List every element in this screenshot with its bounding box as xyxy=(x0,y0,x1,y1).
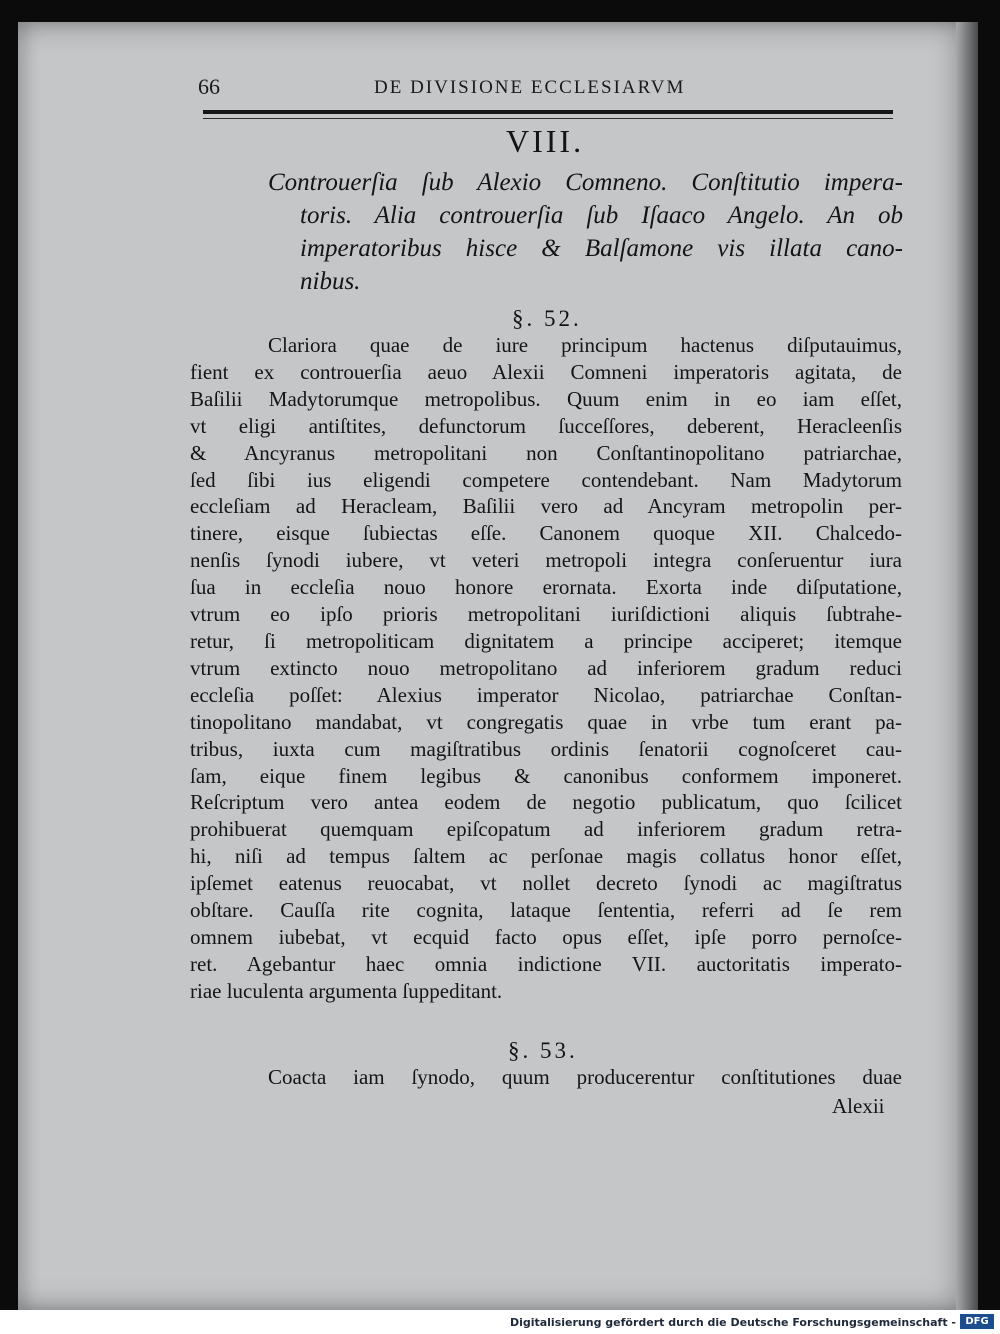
page-gutter-shadow xyxy=(956,22,978,1310)
section-body xyxy=(190,332,902,1005)
footer-credit: Digitalisierung gefördert durch die Deutsche Forschungsgemeinschaft - xyxy=(509,1316,956,1329)
text-line: & Ancyranus metropolitani non Conſtantinopolitano patriarchae, xyxy=(190,440,902,465)
section-number: §. 53. xyxy=(508,1038,578,1063)
text-line: vt eligi antiſtites, defunctorum ſucceſſores, deberent, Heracleenſis xyxy=(190,413,902,438)
text-line: ſam, eique finem legibus & canonibus conformem imponeret. xyxy=(190,763,902,788)
text-line: riae luculenta argumenta ſuppeditant. xyxy=(190,978,503,1003)
summary-line: toris. Alia controuerſia ſub Iſaaco Angelo. An ob xyxy=(300,202,903,229)
text-line: prohibuerat quemquam epiſcopatum ad inferiorem gradum retra- xyxy=(190,817,902,842)
summary-line: nibus. xyxy=(300,268,361,295)
footer-bar xyxy=(0,1310,1000,1334)
text-line: eccleſiam ad Heracleam, Baſilii vero ad Ancyram metropolin per- xyxy=(190,494,902,519)
chapter-summary xyxy=(268,166,903,298)
text-line: ipſemet eatenus reuocabat, vt nollet decreto ſynodi ac magiſtratus xyxy=(190,871,902,896)
section-body xyxy=(190,1064,902,1091)
text-line: Clariora quae de iure principum hactenus diſputauimus, xyxy=(268,333,902,357)
text-line: Reſcriptum vero antea eodem de negotio publicatum, quo ſcilicet xyxy=(190,790,902,815)
text-line: Coacta iam ſynodo, quum producerentur conſtitutiones duae xyxy=(268,1065,902,1089)
text-line: tribus, iuxta cum magiſtratibus ordinis ſenatorii cognoſceret cau- xyxy=(190,736,902,761)
dfg-logo: DFG xyxy=(960,1314,994,1329)
text-line: Baſilii Madytorumque metropolibus. Quum enim in eo iam eſſet, xyxy=(190,386,902,411)
text-line: tinopolitano mandabat, vt congregatis quae in vrbe tum erant pa- xyxy=(190,709,902,734)
text-line: fient ex controuerſia aeuo Alexii Comneni imperatoris agitata, de xyxy=(190,359,902,384)
text-line: obſtare. Cauſſa rite cognita, lataque ſententia, referri ad ſe rem xyxy=(190,898,902,923)
text-line: hi, niſi ad tempus ſaltem ac perſonae magis collatus honor eſſet, xyxy=(190,844,902,869)
text-line: ſed ſibi ius eligendi competere contendebant. Nam Madytorum xyxy=(190,467,902,492)
summary-line: imperatoribus hisce & Balſamone vis illata cano- xyxy=(300,235,903,262)
text-line: tinere, eisque ſubiectas eſſe. Canonem quoque XII. Chalcedo- xyxy=(190,521,902,546)
text-line: vtrum extincto nouo metropolitano ad inferiorem gradum reduci xyxy=(190,655,902,680)
text-line: ſua in eccleſia nouo honore erornata. Exorta inde diſputatione, xyxy=(190,575,902,600)
text-line: ret. Agebantur haec omnia indictione VII. auctoritatis imperato- xyxy=(190,951,902,976)
text-line: nenſis ſynodi iubere, vt veteri metropoli integra conſeruentur iura xyxy=(190,548,902,573)
text-line: retur, ſi metropoliticam dignitatem a principe acciperet; itemque xyxy=(190,628,902,653)
text-line: vtrum eo ipſo prioris metropolitani iuriſdictioni aliquis ſubtrahe- xyxy=(190,602,902,627)
catchword: Alexii xyxy=(832,1094,885,1118)
text-line: eccleſia poſſet: Alexius imperator Nicolao, patriarchae Conſtan- xyxy=(190,682,902,707)
header-rule xyxy=(203,110,893,114)
text-line: omnem iubebat, vt ecquid facto opus eſſet, ipſe porro pernoſce- xyxy=(190,924,902,949)
header-rule-thin xyxy=(203,118,893,119)
summary-line: Controuerſia ſub Alexio Comneno. Conſtitutio impera- xyxy=(268,169,903,196)
running-title: DE DIVISIONE ECCLESIARVM xyxy=(374,77,686,98)
chapter-number: VIII. xyxy=(506,123,585,159)
section-number: §. 52. xyxy=(512,306,582,331)
page-number: 66 xyxy=(198,74,220,99)
